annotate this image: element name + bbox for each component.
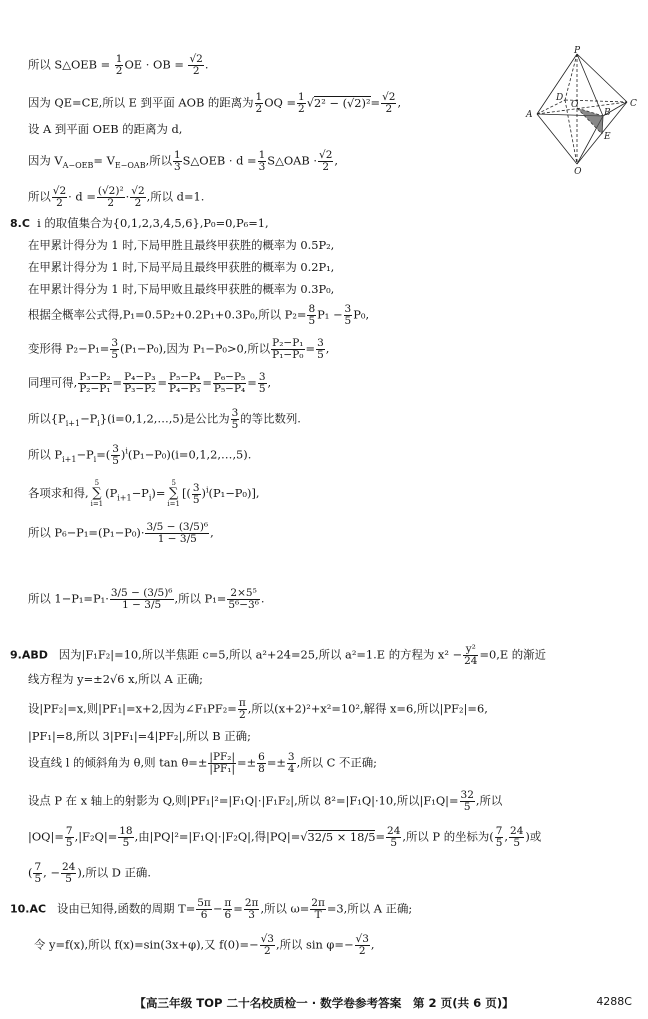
fraction: $\frac{3}{5}$: [317, 337, 324, 362]
edge-pd: [565, 54, 577, 100]
fraction: $\frac{7}{5}$: [495, 825, 503, 850]
sqrt-expression: 2² − (√2)²: [313, 95, 371, 110]
fraction: $\frac{3}{5}$: [111, 337, 119, 362]
q8-line-4: 根据全概率公式得,P₁=0.5P₂+0.2P₁+0.3P₀,所以 P₂= $\frac{8}{5}$ P₁ − $\frac{3}{5}$ P₀,: [28, 303, 370, 328]
fraction: $\frac{7}{5}$: [65, 825, 73, 850]
octahedron-figure: [523, 46, 641, 174]
fraction: $\frac{1}{3}$: [173, 149, 181, 174]
q8-line-10: 所以 P₆−P₁=(P₁−P₀)· $\frac{\text{3/5 − (3/5)⁶}}{1 - 3/5}$ ,: [28, 521, 214, 546]
fraction: $\frac{√3}{2}$: [355, 933, 369, 958]
fraction: $\frac{√3}{2}$: [260, 933, 274, 958]
solution-line-2: 因为 QE=CE,所以 E 到平面 AOB 的距离为 $\frac{1}{2}$ OQ = $\frac{1}{2}$ √2² − (√2)²= $\frac{√2}{2}$ ,: [28, 91, 402, 116]
fraction: $\frac{6}{8}$: [258, 751, 265, 776]
page-footer-title: 【高三年级 TOP 二十名校质检一 · 数学卷参考答案 第 2 页(共 6 页)】: [134, 996, 514, 1010]
solution-line-3: 设 A 到平面 OEB 的距离为 d,: [28, 122, 183, 136]
question-8-header: 8.C i 的取值集合为{0,1,2,3,4,5,6},P₀=0,P₆=1,: [10, 216, 269, 230]
label-o: O: [571, 100, 579, 110]
fraction: $\frac{√2}{2}$: [319, 149, 333, 174]
edge-pb: [577, 54, 603, 116]
fraction: $\frac{√2}{2}$: [52, 185, 67, 210]
fraction: $\frac{\text{2×5⁵}}{\text{5⁶−3⁶}}$: [228, 587, 259, 612]
fraction: $\frac{5\pi}{6}$: [197, 897, 211, 922]
fraction: $\frac{\text{(√2)²}}{2}$: [97, 185, 124, 210]
fraction: $\frac{\text{P₅−P₄}}{\text{P₄−P₃}}$: [169, 371, 201, 396]
fraction: $\frac{1}{2}$: [115, 53, 123, 78]
label-e: E: [604, 132, 611, 142]
label-b: B: [604, 108, 611, 118]
fraction: $\frac{8}{5}$: [308, 303, 316, 328]
fraction: $\frac{3}{5}$: [258, 371, 266, 396]
label-p: P: [574, 46, 581, 56]
q8-line-2: 在甲累计得分为 1 时,下局平局且最终甲获胜的概率为 0.2P₁,: [28, 260, 335, 274]
page-footer-code: 4288C: [596, 995, 632, 1008]
sqrt-expression: 32/5 × 18/5: [307, 829, 376, 844]
label-a: A: [526, 110, 533, 120]
question-10-header: 10.AC 设由已知得,函数的周期 T= $\frac{5\pi}{6}$ − $\frac{\pi}{6}$ = $\frac{2\pi}{3}$ ,所以 ω= $\frac{2\pi}{T}$ =3,所以 A 正确;: [10, 897, 413, 922]
label-q: Q: [574, 167, 582, 174]
fraction: $\frac{24}{5}$: [510, 825, 524, 850]
edge-aq: [537, 114, 577, 164]
q9-line-3: |PF₁|=8,所以 3|PF₁|=4|PF₂|,所以 B 正确;: [28, 729, 251, 743]
q8-line-11: 所以 1−P₁=P₁· $\frac{\text{3/5 − (3/5)⁶}}{1 - 3/5}$ ,所以 P₁= $\frac{\text{2×5⁵}}{\text{5⁶−3⁶}}$ .: [28, 587, 265, 612]
fraction: $\frac{1}{2}$: [255, 91, 263, 116]
solution-line-1: 所以 S△OEB = $\frac{1}{2}$ OE · OB = $\frac{√2}{2}$ .: [28, 53, 209, 78]
edge-pc: [577, 54, 627, 102]
fraction: $\frac{√2}{2}$: [131, 185, 145, 210]
label-c: C: [630, 99, 637, 109]
fraction: $\frac{\text{|PF₂|}}{\text{|PF₁|}}$: [209, 751, 236, 776]
fraction: $\frac{3}{5}$: [231, 407, 239, 432]
fraction: $\frac{2\pi}{3}$: [244, 897, 259, 922]
q8-line-1: 在甲累计得分为 1 时,下局甲胜且最终甲获胜的概率为 0.5P₂,: [28, 238, 335, 252]
q8-line-6: 同理可得, $\frac{\text{P₃−P₂}}{\text{P₂−P₁}}$ = $\frac{\text{P₄−P₃}}{\text{P₃−P₂}}$ = $\frac{\text{P₅−P₄}}{\text{P₄−P₃}}$ = $\frac{\text{P₆−P₅}}{\text{P₅−P₄}}$ = $\frac{3}{5}$ ,: [28, 371, 272, 396]
fraction: $\frac{1}{2}$: [298, 91, 305, 116]
fraction: $\frac{3}{5}$: [112, 443, 119, 468]
q8-line-7: 所以$\{P_{i+1}-P_i\}(i=0,1,2,\dots,5)$是公比为 $\frac{3}{5}$ 的等比数列.: [28, 407, 301, 432]
solution-line-4: 因为 $V_{A-OEB}= V_{E-OAB}$,所以 $\frac{1}{3}$ S△OEB · d = $\frac{1}{3}$ S△OAB · $\frac{√2}{2}$ ,: [28, 149, 339, 174]
fraction: $\frac{\text{P₆−P₅}}{\text{P₅−P₄}}$: [213, 371, 246, 396]
fraction: $\frac{2\pi}{T}$: [311, 897, 325, 922]
q9-line-2: 设|PF₂|=x,则|PF₁|=x+2,因为∠F₁PF₂= $\frac{\pi}{2}$ ,所以(x+2)²+x²=10²,解得 x=6,所以|PF₂|=6,: [28, 697, 488, 722]
q9-line-4: 设直线 l 的倾斜角为 θ,则 tan θ=± $\frac{\text{|PF₂|}}{\text{|PF₁|}}$ =± $\frac{6}{8}$ =± $\frac{3}{4}$ ,所以 C 不正确;: [28, 751, 377, 776]
fraction: $\frac{√2}{2}$: [189, 53, 203, 78]
q8-line-8: 所以 $P_{i+1}-P_i=$( $\frac{3}{5}$ )$^i$(P₁−P₀)(i=0,1,2,…,5).: [28, 443, 252, 468]
fraction: $\frac{1}{3}$: [258, 149, 266, 174]
q10-line-1: 令 y=f(x),所以 f(x)=sin(3x+φ),又 f(0)=− $\frac{√3}{2}$ ,所以 sin φ=− $\frac{√3}{2}$ ,: [34, 933, 375, 958]
fraction: $\frac{7}{5}$: [34, 861, 42, 886]
q8-line-3: 在甲累计得分为 1 时,下局甲败且最终甲获胜的概率为 0.3P₀,: [28, 282, 335, 296]
shaded-triangle: [577, 108, 603, 134]
fraction: $\frac{3}{5}$: [344, 303, 352, 328]
fraction: $\frac{\text{P₃−P₂}}{\text{P₂−P₁}}$: [79, 371, 111, 396]
fraction: $\frac{24}{5}$: [61, 861, 76, 886]
fraction: $\frac{\text{3/5 − (3/5)⁶}}{1 - 3/5}$: [110, 587, 173, 612]
fraction: $\frac{3}{4}$: [287, 751, 295, 776]
question-9-header: 9.ABD 因为|F₁F₂|=10,所以半焦距 c=5,所以 a²+24=25,所以 a²=1.E 的方程为 x² − $\frac{\text{y²}}{24}$ =0,E 的渐近: [10, 643, 546, 668]
summation: 5 ∑ i=1: [167, 479, 180, 508]
fraction: $\frac{\pi}{2}$: [238, 697, 246, 722]
q9-line-1: 线方程为 y=±2√6 x,所以 A 正确;: [28, 672, 203, 686]
summation: 5 ∑ i=1: [90, 479, 104, 508]
fraction: $\frac{√2}{2}$: [382, 91, 396, 116]
fraction: $\frac{\text{P₂−P₁}}{\text{P₁−P₀}}$: [272, 337, 304, 362]
fraction: $\frac{24}{5}$: [387, 825, 401, 850]
q8-line-9: 各项求和得, 5 ∑ i=1 $(P_{i+1}-P_i)=$ 5 ∑ i=1 [( $\frac{3}{5}$ )$^i$(P₁−P₀)],: [28, 479, 260, 508]
q9-line-5: 设点 P 在 x 轴上的射影为 Q,则|PF₁|²=|F₁Q|·|F₁F₂|,所以 8²=|F₁Q|·10,所以|F₁Q|= $\frac{32}{5}$ ,所以: [28, 789, 503, 814]
solution-line-5: 所以 $\frac{√2}{2}$ · d = $\frac{\text{(√2)²}}{2}$ · $\frac{√2}{2}$ ,所以 d=1.: [28, 185, 205, 210]
fraction: $\frac{\text{3/5 − (3/5)⁶}}{1 - 3/5}$: [146, 521, 209, 546]
fraction: $\frac{\text{P₄−P₃}}{\text{P₃−P₂}}$: [124, 371, 156, 396]
q9-line-7: ( $\frac{7}{5}$ , − $\frac{24}{5}$ ),所以 D 正确.: [28, 861, 151, 886]
q9-line-6: |OQ|= $\frac{7}{5}$ ,|F₂Q|= $\frac{18}{5}$ ,由|PQ|²=|F₁Q|·|F₂Q|,得|PQ|=√32/5 × 18/5= $\frac{24}{5}$ ,所以 P 的坐标为( $\frac{7}{5}$ , $\frac{24}{5}$ )或: [28, 825, 542, 850]
label-d: D: [556, 93, 564, 103]
fraction: $\frac{32}{5}$: [460, 789, 474, 814]
q8-line-5: 变形得 P₂−P₁= $\frac{3}{5}$ (P₁−P₀),因为 P₁−P₀>0,所以 $\frac{\text{P₂−P₁}}{\text{P₁−P₀}}$ = $\frac{3}{5}$ ,: [28, 337, 330, 362]
fraction: $\frac{18}{5}$: [119, 825, 133, 850]
fraction: $\frac{\pi}{6}$: [224, 897, 232, 922]
fraction: $\frac{\text{y²}}{24}$: [464, 643, 478, 668]
fraction: $\frac{3}{5}$: [192, 481, 200, 506]
